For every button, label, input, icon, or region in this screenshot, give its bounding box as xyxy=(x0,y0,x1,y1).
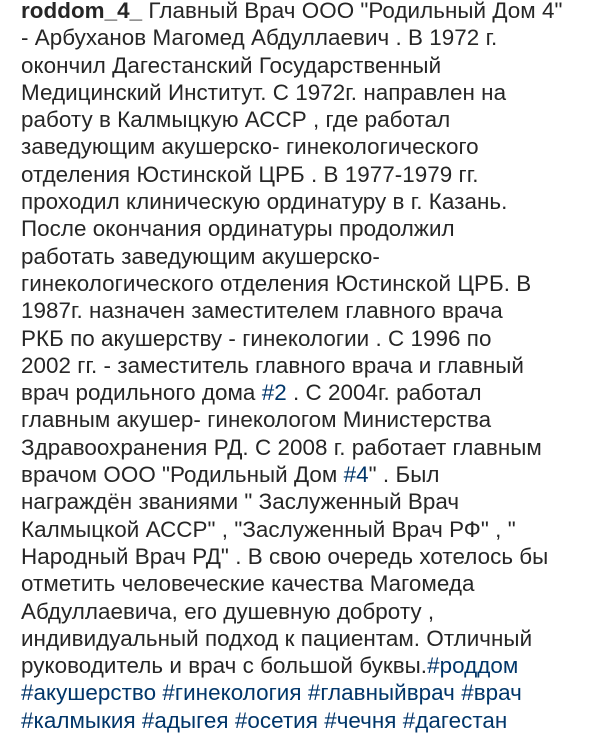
caption-line xyxy=(21,379,581,406)
caption-line xyxy=(21,0,581,24)
caption-line xyxy=(21,243,581,270)
hashtag-link[interactable]: #осетия xyxy=(234,707,318,733)
caption-text: отметить человеческие качества Магомеда xyxy=(21,571,475,597)
caption-line xyxy=(21,570,581,597)
caption-text: Медицинский Институт. С 1972г. направлен на xyxy=(21,79,507,105)
caption-line xyxy=(21,161,581,188)
caption-text: руководитель и врач с большой буквы. xyxy=(21,653,428,679)
username-link[interactable]: roddom_4_ xyxy=(21,0,143,23)
caption-text: отделения Юстинской ЦРБ . В 1977-1979 гг. xyxy=(21,161,479,187)
caption-text: работать заведующим акушерско- xyxy=(21,243,380,269)
caption-line xyxy=(21,707,581,734)
caption-line xyxy=(21,434,581,461)
caption-line xyxy=(21,133,581,160)
caption-text: гинекологического отделения Юстинской ЦРБ. В xyxy=(21,270,532,296)
hashtag-link[interactable]: #адыгея xyxy=(141,707,229,733)
caption-line xyxy=(21,543,581,570)
caption-text: главным акушер- гинекологом Министерства xyxy=(21,407,492,433)
hashtag-link[interactable]: #главныйврач xyxy=(307,680,455,706)
caption-line xyxy=(21,270,581,297)
caption-text: 1987г. назначен заместителем главного врача xyxy=(21,298,503,324)
caption-line xyxy=(21,215,581,242)
caption-text: Народный Врач РД" . В свою очередь хотелось бы xyxy=(21,543,549,569)
caption-text: Калмыцкой АССР" , "Заслуженный Врач РФ" , " xyxy=(21,516,516,542)
caption-text: После окончания ординатуры продолжил xyxy=(21,216,455,242)
caption-line xyxy=(21,625,581,652)
caption-line xyxy=(21,598,581,625)
caption-text: . С 2004г. работал xyxy=(286,380,482,406)
hashtag-link[interactable]: #акушерство xyxy=(21,680,157,706)
caption-line xyxy=(21,297,581,324)
caption-line xyxy=(21,679,581,706)
caption-text: заведующим акушерско- гинекологического xyxy=(21,134,479,160)
caption-text: проходил клиническую ординатуру в г. Казань. xyxy=(21,189,508,215)
caption-line xyxy=(21,406,581,433)
caption-text: - Арбуханов Магомед Абдуллаевич . В 1972 г. xyxy=(21,25,498,51)
caption-text: 2002 гг. - заместитель главного врача и главный xyxy=(21,352,524,378)
caption-text: индивидуальный подход к пациентам. Отличный xyxy=(21,625,533,651)
hashtag-link[interactable]: #2 xyxy=(261,380,287,406)
caption-text: Главный Врач ООО "Родильный Дом 4" xyxy=(142,0,563,23)
caption-text: РКБ по акушерству - гинекологии . С 1996 по xyxy=(21,325,492,351)
caption-line xyxy=(21,52,581,79)
hashtag-link[interactable]: #гинекология xyxy=(162,680,302,706)
post-caption xyxy=(21,0,581,734)
hashtag-link[interactable]: #роддом xyxy=(427,653,519,679)
caption-line xyxy=(21,352,581,379)
caption-text: награждён званиями " Заслуженный Врач xyxy=(21,489,460,515)
caption-line xyxy=(21,79,581,106)
caption-line xyxy=(21,325,581,352)
caption-line xyxy=(21,188,581,215)
hashtag-link[interactable]: #чечня xyxy=(324,707,397,733)
caption-line xyxy=(21,24,581,51)
caption-text: Здравоохранения РД. С 2008 г. работает главным xyxy=(21,434,542,460)
caption-text: врач родильного дома xyxy=(21,380,262,406)
hashtag-link[interactable]: #4 xyxy=(343,462,369,488)
caption-text: врачом ООО "Родильный Дом xyxy=(21,462,344,488)
caption-line xyxy=(21,106,581,133)
caption-text: " . Был xyxy=(368,462,440,488)
hashtag-link[interactable]: #дагестан xyxy=(402,707,508,733)
caption-line xyxy=(21,652,581,679)
caption-text: Абдуллаевича, его душевную доброту , xyxy=(21,598,435,624)
hashtag-link[interactable]: #врач xyxy=(461,680,522,706)
caption-text: работу в Калмыцкую АССР , где работал xyxy=(21,107,451,133)
caption-line xyxy=(21,461,581,488)
hashtag-link[interactable]: #калмыкия xyxy=(21,707,136,733)
caption-line xyxy=(21,516,581,543)
caption-text: окончил Дагестанский Государственный xyxy=(21,52,442,78)
caption-line xyxy=(21,488,581,515)
